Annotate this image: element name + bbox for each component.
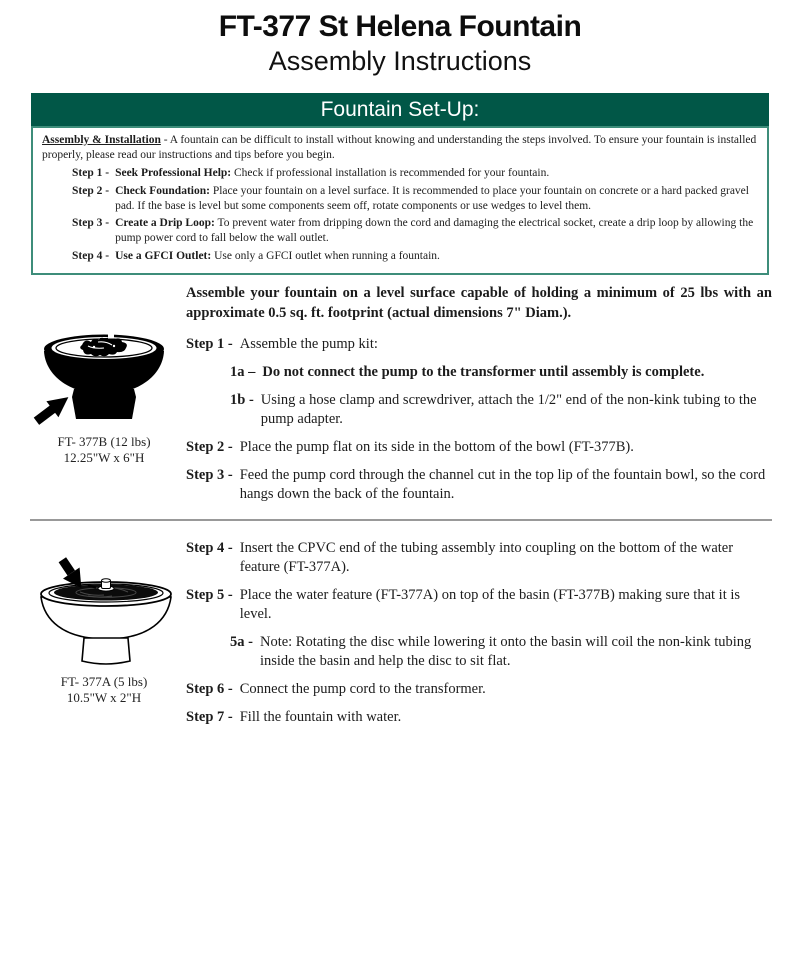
step-label: Step 5 - bbox=[186, 587, 233, 603]
assembly-step-7 bbox=[186, 708, 772, 727]
step-name: Create a Drip Loop: bbox=[115, 217, 215, 229]
figure-column-disc bbox=[0, 531, 186, 736]
step-text: Feed the pump cord through the channel cut in the top lip of the fountain bowl, so the cord hangs down the back of the fountain. bbox=[239, 467, 766, 502]
assembly-step-3 bbox=[186, 466, 772, 504]
channel-notch bbox=[108, 334, 114, 339]
step-text: Do not connect the pump to the transformer until assembly is complete. bbox=[262, 364, 705, 380]
step-text: Note: Rotating the disc while lowering it onto the basin will coil the non-kink tubing inside the basin and help the disc to sit flat. bbox=[259, 634, 752, 669]
step-text: Check Foundation: Place your fountain on a level surface. It is recommended to place your fountain on concrete or a hard packed gravel pad. If the base is level but some components seem off, rotate components or use wedges to level them. bbox=[115, 184, 749, 212]
page-title: FT-377 St Helena Fountain bbox=[218, 10, 582, 43]
assembly-step-5 bbox=[186, 586, 772, 624]
step-text: Create a Drip Loop: To prevent water from dripping down the cord and damaging the electrical socket, create a drip loop by allowing the pump power cord to fall below the wall outlet. bbox=[115, 217, 754, 244]
arrow-icon bbox=[30, 389, 74, 425]
step-text: Seek Professional Help: Check if professional installation is recommended for your fountain. bbox=[115, 167, 550, 179]
assembly-step-1b bbox=[230, 391, 772, 429]
basin-caption bbox=[28, 434, 180, 466]
assembly-step-6 bbox=[186, 680, 772, 699]
step-label: Step 3 - bbox=[72, 217, 110, 229]
section-header-label: Fountain Set-Up: bbox=[320, 98, 480, 121]
step-text: Place the water feature (FT-377A) on top of the basin (FT-377B) making sure that it is level. bbox=[239, 587, 741, 622]
basin-caption-model: FT- 377B (12 lbs) bbox=[57, 434, 151, 449]
step-name: Seek Professional Help: bbox=[115, 167, 232, 179]
basin-pump-illustration bbox=[28, 329, 180, 425]
water-feature-illustration bbox=[28, 557, 180, 665]
step-text: Assemble the pump kit: bbox=[239, 336, 378, 352]
setup-step-3 bbox=[72, 216, 758, 246]
disc-caption-size: 10.5"W x 2"H bbox=[66, 690, 142, 705]
setup-instructions-box bbox=[31, 126, 769, 275]
step-label: Step 4 - bbox=[186, 540, 233, 556]
step-label: Step 2 - bbox=[186, 439, 233, 455]
steps-column-1 bbox=[186, 275, 772, 513]
assembly-step-1 bbox=[186, 335, 772, 354]
step-text: Fill the fountain with water. bbox=[239, 709, 402, 725]
setup-step-2 bbox=[72, 184, 758, 214]
assembly-step-1a bbox=[230, 363, 772, 382]
page-subtitle: Assembly Instructions bbox=[268, 46, 532, 76]
assembly-intro: Assemble your fountain on a level surface capable of holding a minimum of 25 lbs with an approximate 0.5 sq. ft. footprint (actual dimensions 7" Diam.). bbox=[186, 285, 772, 321]
step-label: Step 3 - bbox=[186, 467, 233, 483]
setup-step-4 bbox=[72, 249, 758, 264]
setup-intro bbox=[42, 133, 758, 163]
step-label: 1a – bbox=[230, 364, 256, 380]
figure-column-basin bbox=[0, 275, 186, 513]
assembly-section-1 bbox=[0, 275, 800, 513]
step-label: 5a - bbox=[230, 634, 253, 650]
assembly-step-4 bbox=[186, 539, 772, 577]
steps-column-2 bbox=[186, 531, 772, 736]
setup-intro-label: Assembly & Installation bbox=[42, 134, 161, 146]
step-name: Check Foundation: bbox=[115, 184, 210, 197]
step-text: Insert the CPVC end of the tubing assembly into coupling on the bottom of the water feature (FT-377A). bbox=[239, 540, 734, 575]
basin-caption-size: 12.25"W x 6"H bbox=[63, 450, 145, 465]
setup-step-1 bbox=[72, 166, 758, 181]
setup-intro-text: - A fountain can be difficult to install without knowing and understanding the steps involved. To ensure your fountain is installed properly, please read our instructions and tips before you begin. bbox=[42, 134, 757, 161]
step-text: Use a GFCI Outlet: Use only a GFCI outlet when running a fountain. bbox=[115, 249, 440, 262]
step-label: Step 7 - bbox=[186, 709, 233, 725]
section-header-fountain-setup bbox=[31, 93, 769, 126]
disc-caption-model: FT- 377A (5 lbs) bbox=[60, 674, 148, 689]
disc-caption bbox=[28, 674, 180, 706]
step-name: Use a GFCI Outlet: bbox=[115, 249, 212, 262]
step-label: Step 4 - bbox=[72, 249, 110, 262]
step-label: Step 2 - bbox=[72, 184, 110, 197]
step-label: Step 1 - bbox=[72, 167, 110, 179]
assembly-section-2 bbox=[0, 531, 800, 736]
step-label: 1b - bbox=[230, 392, 254, 408]
assembly-step-2 bbox=[186, 438, 772, 457]
section-divider bbox=[30, 519, 772, 521]
page-header bbox=[0, 0, 800, 77]
step-label: Step 1 - bbox=[186, 336, 233, 352]
step-text: Place the pump flat on its side in the bottom of the bowl (FT-377B). bbox=[239, 439, 634, 455]
assembly-step-5a bbox=[230, 633, 772, 671]
step-label: Step 6 - bbox=[186, 681, 233, 697]
step-text: Using a hose clamp and screwdriver, attach the 1/2" end of the non-kink tubing to the pump adapter. bbox=[260, 392, 757, 427]
step-text: Connect the pump cord to the transformer. bbox=[239, 681, 486, 697]
